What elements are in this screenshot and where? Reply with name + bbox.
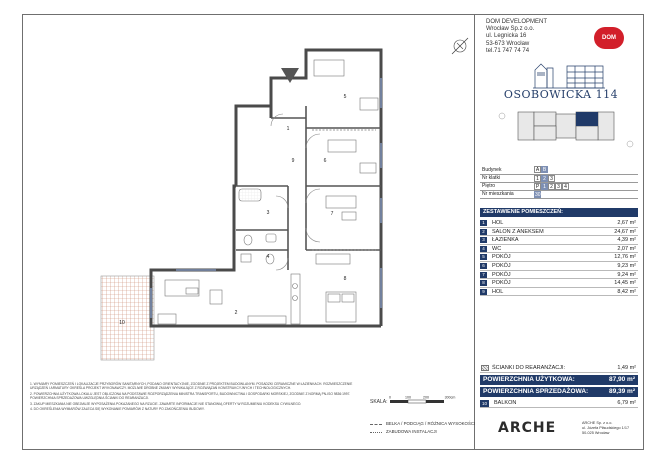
company-entity: Wrocław Sp.z o.o. bbox=[486, 26, 535, 33]
arche-logo: ARCHE bbox=[498, 420, 557, 436]
room-row: 5 POKÓJ 12,76 m² bbox=[480, 253, 638, 262]
stair-label: Nr klatki bbox=[480, 174, 534, 182]
company-city: 53-673 Wrocław bbox=[486, 40, 530, 47]
legal-note: 3. ZAKUP MIESZKANIA NIE OBEJMUJE WYPOSAŻENIA POKAZANEGO NA RZUCIE. ZAWARTE INFORMACJE NIE STANOWIĄ OFERTY W ROZUMIENIU KODEKSU CYWILNEGO. bbox=[30, 401, 302, 406]
room-label-6: 6 bbox=[323, 158, 327, 164]
unit-label: Nr mieszkania bbox=[480, 190, 534, 198]
room-label-1: 1 bbox=[286, 126, 290, 132]
building-label: Budynek bbox=[480, 166, 534, 174]
balcony-label: BALKON bbox=[494, 400, 517, 406]
key-plan-highlight bbox=[576, 112, 598, 126]
room-label-10: 10 bbox=[119, 320, 125, 326]
legal-note: 4. DO OKREŚLENIA WYMIARÓW ZALECA SIĘ WYKONANIE POMIARÓW Z NATURY PO ZAKOŃCZENIU BUDOWY. bbox=[30, 407, 205, 412]
rooms-list bbox=[480, 219, 638, 296]
stair-option-2: 2 bbox=[541, 175, 548, 182]
info-row-unit bbox=[480, 190, 638, 198]
info-row-building bbox=[480, 166, 638, 174]
room-label-5: 5 bbox=[343, 94, 347, 100]
floor-option-p: P bbox=[535, 183, 540, 190]
balcony-area bbox=[101, 276, 154, 360]
arche-info: ARCHE Sp. z o.o. ul. Józefa Piłsudskiego 1/17 50-025 Wrocław bbox=[582, 421, 630, 435]
compass bbox=[452, 38, 468, 54]
stair-option-1: 1 bbox=[534, 175, 541, 182]
company-name: DOM DEVELOPMENT bbox=[486, 19, 548, 25]
unit-info-table bbox=[480, 166, 638, 199]
room-label-7: 7 bbox=[330, 211, 334, 217]
legal-note: 1. WYMIARY POMIESZCZEŃ I LOKALIZACJE PRZYBORÓW SANITARNYCH, PODANO ORIENTACYJNIE, ZGODNIE Z PROJEKTEM BUDOWLANYM. POSADZKI CERAMICZNE W ŁAZIENKACH. ROZMIESZCZENIE URZĄDZEŃ I ARMATURY OKREŚLA PROJEKT WYKONAWCZY. MOŻLIWE DROBNE ZMIANY WYNIKAJĄCE Z ROZWIĄZAŃ KONSTRUKCYJNYCH I TECHNOLOGICZNYCH. bbox=[30, 382, 353, 391]
legal-notes bbox=[30, 382, 360, 412]
room-label-4: 4 bbox=[266, 254, 270, 260]
balcony-row bbox=[480, 399, 638, 408]
balcony-number: 10 bbox=[481, 401, 487, 406]
floor-option-1: 1 bbox=[541, 183, 548, 190]
unit-number: 30 bbox=[535, 191, 541, 198]
info-row-stair bbox=[480, 174, 638, 182]
company-block bbox=[486, 19, 547, 55]
room-row: 8 POKÓJ 14,45 m² bbox=[480, 279, 638, 288]
sheet-divider bbox=[474, 14, 475, 450]
stair-option-3: 3 bbox=[548, 175, 555, 182]
total-usable-row bbox=[480, 375, 638, 385]
scale-tick: 100 bbox=[405, 395, 411, 400]
total-sale-area: 89,39 m² bbox=[608, 388, 635, 395]
total-sale-label: POWIERZCHNIA SPRZEDAŻOWA: bbox=[483, 388, 589, 395]
dom-logo: DOM bbox=[594, 27, 624, 49]
reorg-label: ŚCIANKI DO REARANŻACJI: bbox=[492, 365, 566, 371]
floor-option-4: 4 bbox=[562, 183, 569, 190]
room-row: 3 ŁAZIENKA 4,39 m² bbox=[480, 236, 638, 245]
legal-note: 2. POWIERZCHNIA UŻYTKOWA LOKALU JEST OBLICZONA NA PODSTAWIE ROZPORZĄDZENIA MINISTRA TRANSPORTU, BUDOWNICTWA I GOSPODARKI MORSKIEJ, ZGODNIE Z NORMĄ PN-ISO 9836:1997. POWIERZCHNIA SPRZEDAŻOWA UWZGLĘDNIA ŚCIANKI DO REARANŻACJI. bbox=[30, 391, 351, 401]
reorg-row bbox=[480, 364, 638, 373]
building-option-a: A bbox=[535, 167, 540, 174]
total-usable-label: POWIERZCHNIA UŻYTKOWA: bbox=[483, 376, 575, 383]
room-label-8: 8 bbox=[343, 276, 347, 282]
building-option-b: B bbox=[542, 167, 547, 174]
room-row: 1 HOL 2,67 m² bbox=[480, 219, 638, 228]
legend-beam: BELKA / PODCIĄG / RÓŻNICA WYSOKOŚCI bbox=[370, 420, 475, 428]
key-plan bbox=[496, 104, 636, 160]
scale-tick: 0 bbox=[389, 395, 391, 400]
room-label-3: 3 bbox=[266, 210, 270, 216]
entrance-arrow bbox=[281, 68, 299, 83]
floor-plan bbox=[26, 18, 474, 378]
room-label-9: 9 bbox=[291, 158, 295, 164]
company-street: ul. Legnicka 16 bbox=[486, 33, 527, 40]
total-usable-area: 87,90 m² bbox=[608, 376, 635, 383]
room-row: 2 SALON Z ANEKSEM 24,67 m² bbox=[480, 228, 638, 237]
floor-label: Piętro bbox=[480, 182, 534, 190]
floor-option-2: 2 bbox=[548, 183, 555, 190]
legend-structure: ZABUDOWA INSTALACJI bbox=[370, 428, 475, 436]
reorg-area: 1,49 m² bbox=[617, 365, 636, 371]
total-sale-row bbox=[480, 387, 638, 397]
building-illustration bbox=[533, 60, 605, 90]
floor-option-3: 3 bbox=[555, 183, 562, 190]
room-row: 9 HOL 8,42 m² bbox=[480, 288, 638, 297]
room-label-2: 2 bbox=[234, 310, 238, 316]
company-phone: tel.71 747 74 74 bbox=[486, 47, 530, 54]
scale-tick: 200 bbox=[423, 395, 429, 400]
room-row: 6 POKÓJ 9,23 m² bbox=[480, 262, 638, 271]
scale-bar bbox=[388, 394, 470, 406]
legend bbox=[370, 420, 475, 436]
project-title: OSOBOWICKA 114 bbox=[503, 88, 619, 101]
scale-label: SKALA: bbox=[370, 399, 388, 405]
rooms-header: ZESTAWIENIE POMIESZCZEŃ: bbox=[480, 208, 638, 217]
reorg-swatch bbox=[481, 365, 489, 371]
scale-tick: 300cm bbox=[444, 395, 456, 400]
room-row: 4 WC 2,07 m² bbox=[480, 245, 638, 254]
balcony-area: 6,79 m² bbox=[617, 400, 636, 406]
room-row: 7 POKÓJ 9,24 m² bbox=[480, 271, 638, 280]
info-row-floor bbox=[480, 182, 638, 190]
